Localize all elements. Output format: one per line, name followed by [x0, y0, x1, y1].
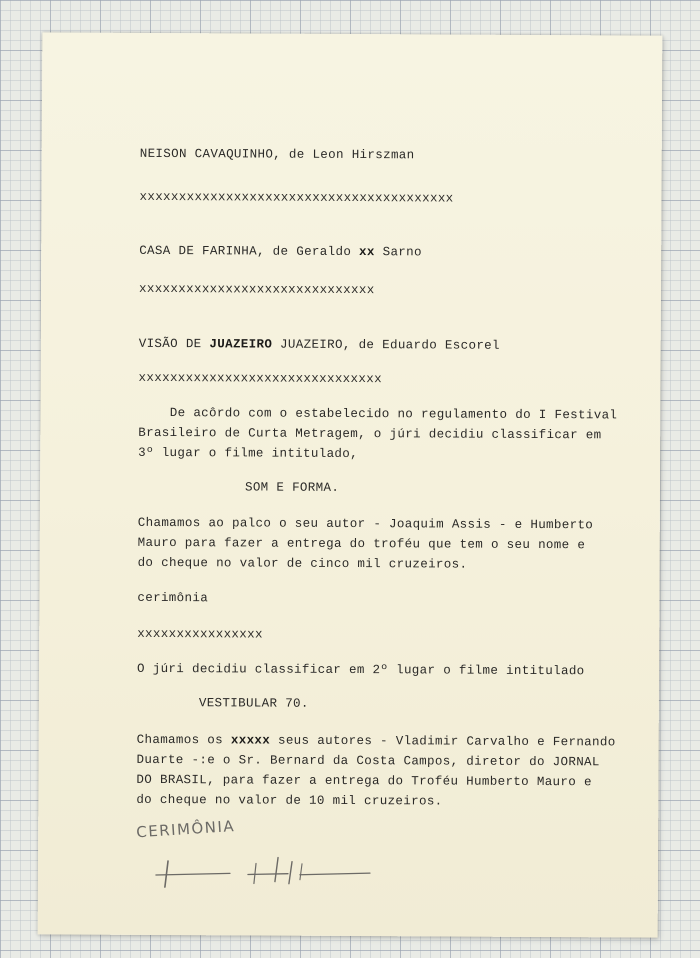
paragraph-line: De acôrdo com o estabelecido no regulamento do I Festival [138, 405, 618, 423]
line-title-visao-de-juazeiro [139, 338, 500, 352]
handwritten-signature [138, 853, 378, 894]
paragraph-line: do cheque no valor de cinco mil cruzeiros. [137, 555, 468, 572]
paragraph-line: Brasileiro de Curta Metragem, o júri decidiu classificar em [138, 425, 602, 443]
film-title-vestibular-70: VESTIBULAR 70. [198, 696, 309, 711]
text-segment: VISÃO DE [138, 336, 210, 352]
text-segment: Sarno [374, 245, 422, 260]
line-x-separator: xxxxxxxxxxxxxxxx [137, 626, 263, 642]
film-title-som-e-forma: SOM E FORMA. [244, 480, 340, 495]
typed-document-page [38, 32, 663, 937]
line-cerimonia: cerimônia [137, 590, 209, 606]
paragraph-line: DO BRASIL, para fazer a entrega do Troféu Humberto Mauro e [136, 772, 592, 790]
line-title-casa-de-farinha [139, 245, 422, 259]
line-x-separator: xxxxxxxxxxxxxxxxxxxxxxxxxxxxxx [138, 281, 375, 298]
struck-out-text: xx [359, 245, 375, 260]
struck-out-text: xxxxx [230, 733, 271, 748]
line-x-separator: xxxxxxxxxxxxxxxxxxxxxxxxxxxxxxx [138, 370, 382, 387]
paragraph-line: do cheque no valor de 10 mil cruzeiros. [136, 792, 443, 809]
text-segment: seus autores - Vladimir Carvalho e Fernando [270, 733, 616, 750]
paragraph-line: O júri decidiu classificar em 2º lugar o filme intitulado [136, 661, 585, 679]
line-title-neison-cavaquinho: NEISON CAVAQUINHO, de Leon Hirszman [139, 146, 415, 163]
handwritten-note: CERIMÔNIA [135, 816, 236, 842]
text-segment: Chamamos os [136, 732, 231, 748]
paragraph-line: Mauro para fazer a entrega do troféu que tem o seu nome e [137, 535, 586, 553]
line-x-separator: xxxxxxxxxxxxxxxxxxxxxxxxxxxxxxxxxxxxxxxx [139, 189, 454, 206]
text-segment: CASA DE FARINHA, de Geraldo [139, 243, 360, 260]
text-segment: JUAZEIRO, de Eduardo Escorel [272, 337, 500, 353]
struck-out-text: JUAZEIRO [209, 337, 273, 352]
paragraph-line: 3º lugar o filme intitulado, [138, 445, 359, 462]
paragraph-line: Chamamos ao palco o seu autor - Joaquim Assis - e Humberto [137, 515, 594, 533]
paragraph-line [137, 734, 616, 749]
paragraph-line: Duarte -:e o Sr. Bernard da Costa Campos, diretor do JORNAL [136, 752, 600, 770]
